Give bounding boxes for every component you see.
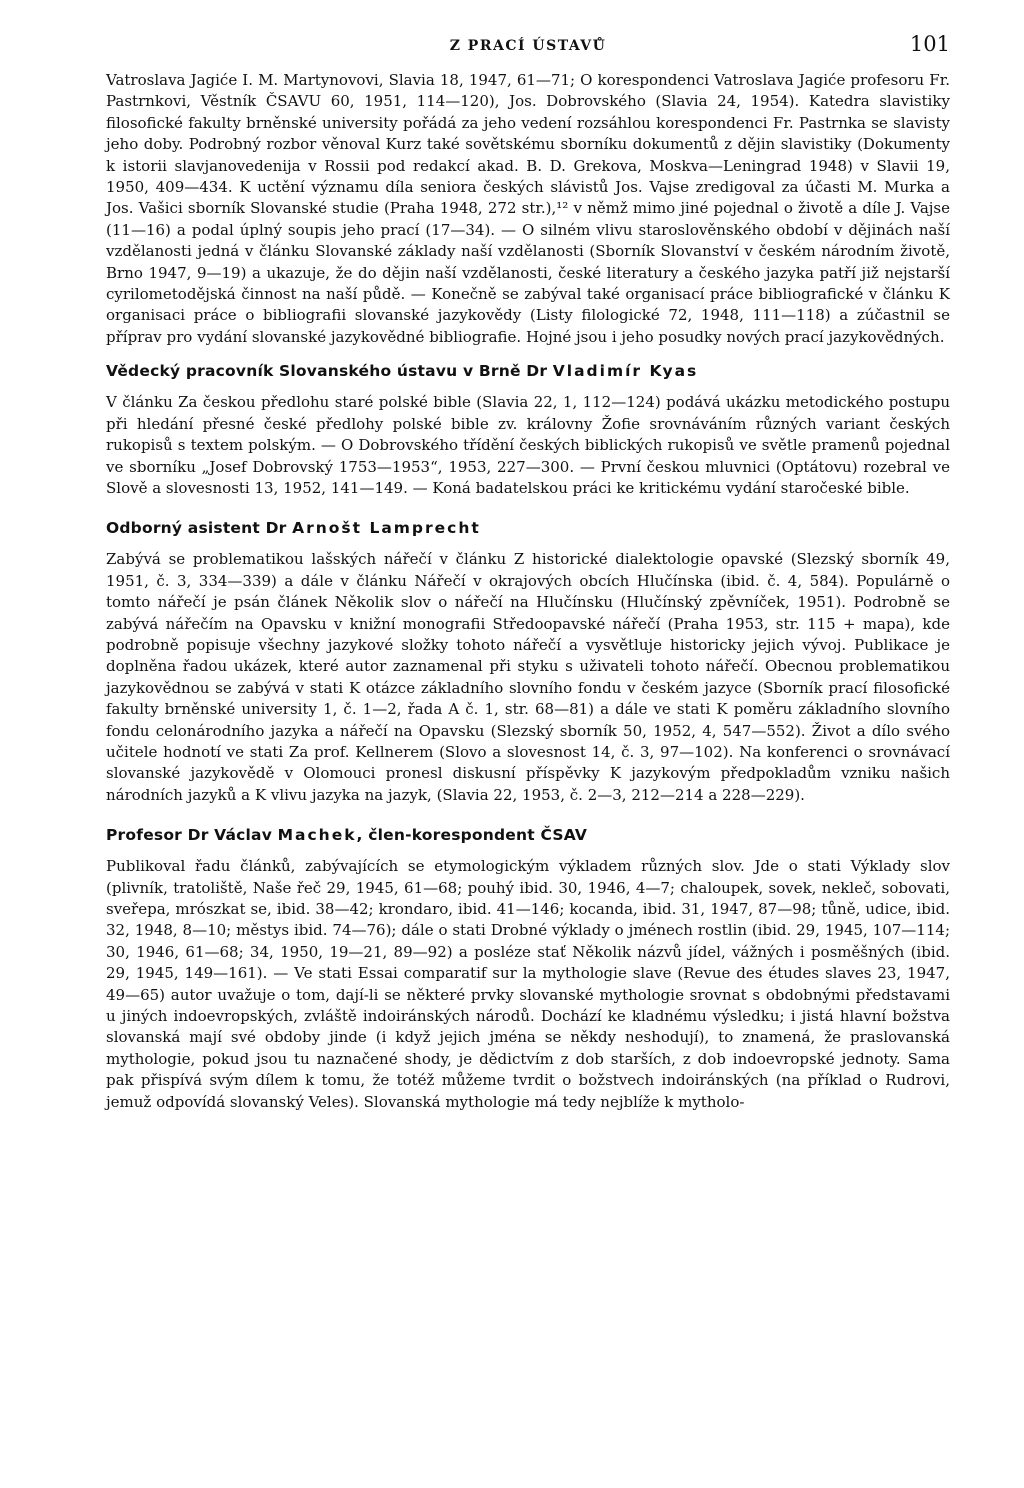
section-title — [106, 362, 950, 380]
section-machek — [106, 826, 950, 1113]
person-name: Machek — [277, 826, 357, 845]
title-prefix: Vědecký pracovník Slovanského ústavu v Brně Dr — [106, 362, 553, 381]
section-title — [106, 519, 950, 537]
person-name: Vladimír Kyas — [552, 362, 699, 381]
section-paragraph: Publikoval řadu článků, zabývajících se etymologickým výkladem různých slov. Jde o stati Výklady slov (plivník, tratoliště, Naše řeč 29, 1945, 61—68; pouhý ibid. 30, 1946, 4—7; chaloupek, sovek, nekleč, sobovati, sveřepa, mrószkat se, ibid. 38—42; krondaro, ibid. 41—146; kocanda, ibid. 31, 1947, 87—98; tůně, udice, ibid. 32, 1948, 8—10; městys ibid. 74—76); dále o stati Drobné výklady o jménech rostlin (ibid. 29, 1945, 107—114; 30, 1946, 61—68; 34, 1950, 19—21, 89—92) a posléze stať Několik názvů jídel, vážných i posměšných (ibid. 29, 1945, 149—161). — Ve stati Essai comparatif sur la mythologie slave (Revue des études slaves 23, 1947, 49—65) autor uvažuje o tom, dají-li se některé prvky slovanské mythologie srovnat s obdobnými představami u jiných indoevropských, zvláště indoiránských národů. Dochází ke kladnému výsledku; i jistá hlavní božstva slovanská mají své obdoby jinde (i když jejich jména se někdy neshodují), to znamená, že praslovanská mythologie, pokud jsou tu naznačené shody, je dědictvím z dob starších, z dob indoevropské jednoty. Sama pak přispívá svým dílem k tomu, že totéž můžeme tvrdit o božstvech indoiránských (na příklad o Rudrovi, jemuž odpovídá slovanský Veles). Slovanská mythologie má tedy nejblíže k mytholo- — [106, 857, 950, 1111]
page — [106, 30, 950, 1113]
title-prefix: Odborný asistent Dr — [106, 519, 293, 538]
intro-paragraph: Vatroslava Jagiće I. M. Martynovovi, Slavia 18, 1947, 61—71; O korespondenci Vatroslava Jagiće profesoru Fr. Pastrnkovi, Věstník ČSAVU 60, 1951, 114—120), Jos. Dobrovského (Slavia 24, 1954). Katedra slavistiky filosofické fakulty brněnské university pořádá za jeho vedení rozsáhlou korespondenci Fr. Pastrnka se slavisty jeho doby. Podrobný rozbor věnoval Kurz také sovětskému sborníku dokumentů z dějin slavistiky (Dokumenty k istorii slavjanovedenija v Rossii pod redakcí akad. B. D. Grekova, Moskva—Leningrad 1948) v Slavii 19, 1950, 409—434. K uctění významu díla seniora českých slávistů Jos. Vajse zredigoval za účasti M. Murka a Jos. Vašici sborník Slovanské studie (Praha 1948, 272 str.),¹² v němž mimo jiné pojednal o životě a díle J. Vajse (11—16) a podal úplný soupis jeho prací (17—34). — O silném vlivu staroslověnského období v dějinách naší vzdělanosti jedná v článku Slovanské základy naší vzdělanosti (Sborník Slovanství v českém národním životě, Brno 1947, 9—19) a ukazuje, že do dějin naší vzdělanosti, české literatury a českého jazyka patří již nejstarší cyrilometodějská činnost na naší půdě. — Konečně se zabýval také organisací práce bibliografické v článku K organisaci práce o bibliografii slovanské jazykovědy (Listy filologické 72, 1948, 111—118) a zúčastnil se příprav pro vydání slovanské jazykovědné bibliografie. Hojné jsou i jeho posudky nových prací jazykovědných. — [106, 71, 950, 346]
section-paragraph: V článku Za českou předlohu staré polské bible (Slavia 22, 1, 112—124) podává ukázku metodického postupu při hledání přesné české předlohy polské bible zv. královny Žofie srovnáváním různých variant českých rukopisů s textem polským. — O Dobrovského třídění českých biblických rukopisů ve světle pramenů pojednal ve sborníku „Josef Dobrovský 1753—1953“, 1953, 227—300. — První českou mluvnici (Optátovu) rozebral ve Slově a slovesnosti 13, 1952, 141—149. — Koná badatelskou práci ke kritickému vydání staročeské bible. — [106, 393, 950, 497]
section-kyas — [106, 362, 950, 499]
page-number: 101 — [909, 32, 950, 56]
running-title: Z PRACÍ ÚSTAVŮ — [449, 38, 607, 54]
page-header — [106, 30, 950, 70]
title-suffix: , člen-korespondent ČSAV — [356, 826, 588, 845]
title-prefix: Profesor Dr Václav — [106, 826, 278, 845]
section-paragraph: Zabývá se problematikou lašských nářečí v článku Z historické dialektologie opavské (Slezský sborník 49, 1951, č. 3, 334—339) a dále v článku Nářečí v okrajových obcích Hlučínska (ibid. č. 4, 584). Populárně o tomto nářečí je psán článek Několik slov o nářečí na Hlučínsku (Hlučínský zpěvníček, 1951). Podrobně se zabývá nářečím na Opavsku v knižní monografii Středoopavské nářečí (Praha 1953, str. 115 + mapa), kde podrobně popisuje všechny jazykové složky tohoto nářečí a vysvětluje historicky jejich vývoj. Publikace je doplněna řadou ukázek, které autor zaznamenal při styku s uživateli tohoto nářečí. Obecnou problematikou jazykovědnou se zabývá v stati K otázce základního slovního fondu v českém jazyce (Sborník prací filosofické fakulty brněnské university 1, č. 1—2, řada A č. 1, str. 68—81) a dále ve stati K poměru základního slovního fondu celonárodního jazyka a nářečí na Opavsku (Slezský sborník 50, 1952, 4, 547—552). Život a dílo svého učitele hodnotí ve stati Za prof. Kellnerem (Slovo a slovesnost 14, č. 3, 97—102). Na konferenci o srovnávací slovanské jazykovědě v Olomouci pronesl diskusní příspěvky K jazykovým předpokladům vzniku našich národních jazyků a K vlivu jazyka na jazyk, (Slavia 22, 1953, č. 2—3, 212—214 a 228—229). — [106, 550, 950, 804]
section-lamprecht — [106, 519, 950, 806]
person-name: Arnošt Lamprecht — [292, 519, 481, 538]
section-title — [106, 826, 950, 844]
